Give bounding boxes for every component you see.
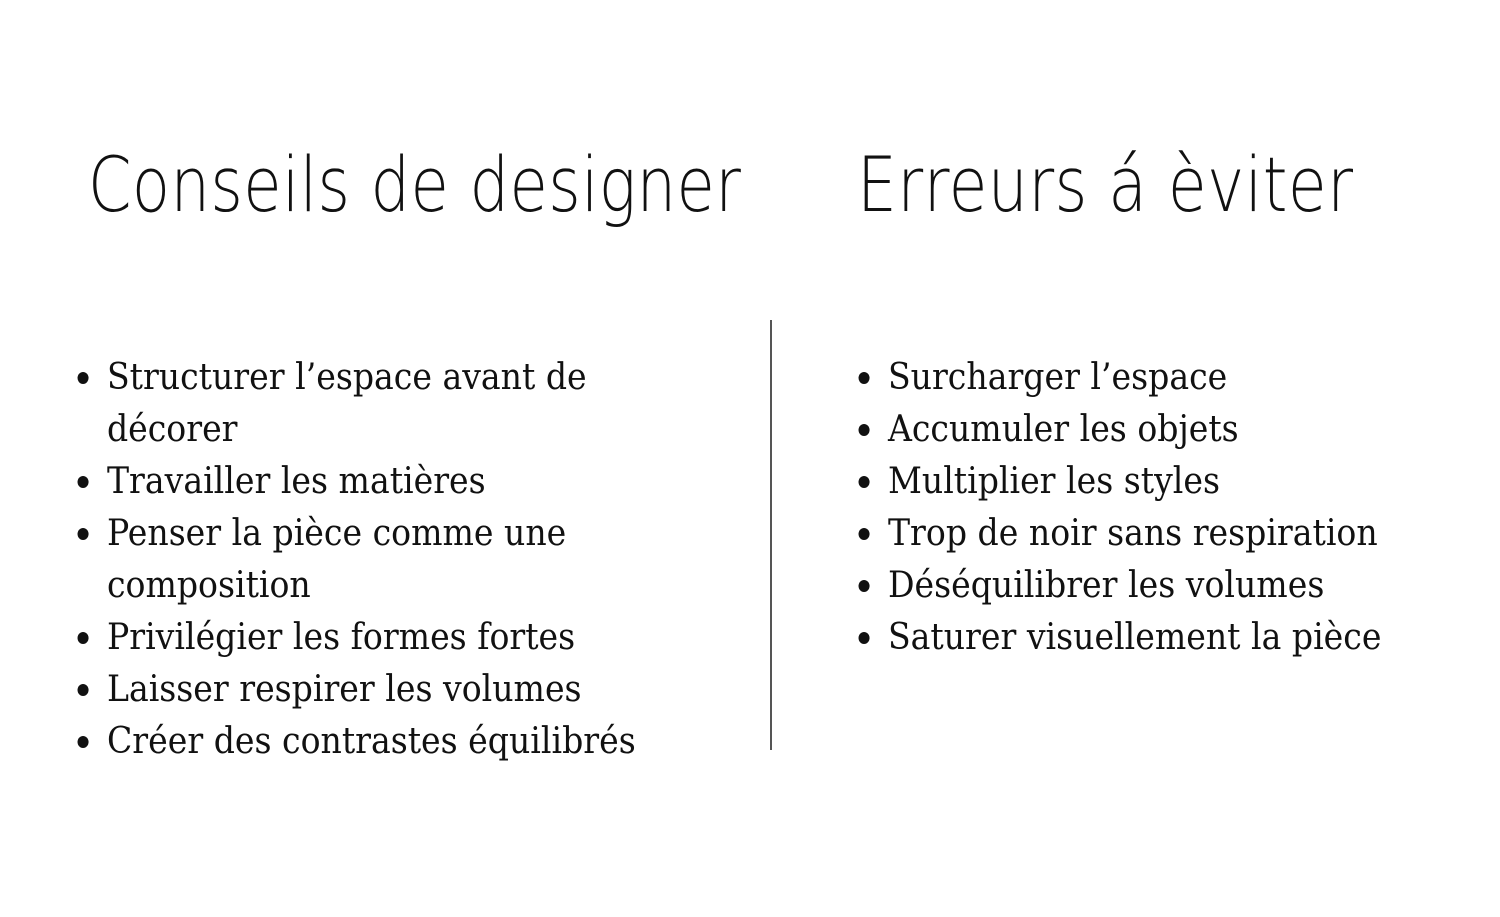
list-item: Déséquilibrer les volumes [853,560,1423,612]
bullet-icon [859,372,870,384]
designer-tips-title: Conseils de designer [88,140,742,229]
list-item: Multiplier les styles [853,456,1423,508]
bullet-icon [78,528,89,540]
list-item: Trop de noir sans respiration [853,508,1423,560]
bullet-icon [78,372,89,384]
bullet-icon [859,632,870,644]
bullet-icon [859,476,870,488]
bullet-icon [78,476,89,488]
list-item: Penser la pièce comme une composition [72,508,567,612]
list-item: Laisser respirer les volumes [72,664,698,716]
bullet-icon [859,424,870,436]
list-item: Saturer visuellement la pièce [853,612,1423,664]
bullet-icon [859,580,870,592]
mistakes-title: Erreurs á èviter [857,140,1354,229]
list-item: Accumuler les objets [853,404,1423,456]
list-item: Travailler les matières [72,456,698,508]
mistakes-column [773,0,1500,917]
designer-tips-list [72,352,752,768]
list-item: Privilégier les formes fortes [72,612,698,664]
bullet-icon [78,632,89,644]
mistakes-list [853,352,1473,664]
list-item: Surcharger l’espace [853,352,1423,404]
bullet-icon [78,736,89,748]
list-item: Structurer l’espace avant de décorer [72,352,698,456]
bullet-icon [859,528,870,540]
list-item: Créer des contrastes équilibrés [72,716,698,768]
bullet-icon [78,684,89,696]
column-divider [770,320,772,750]
